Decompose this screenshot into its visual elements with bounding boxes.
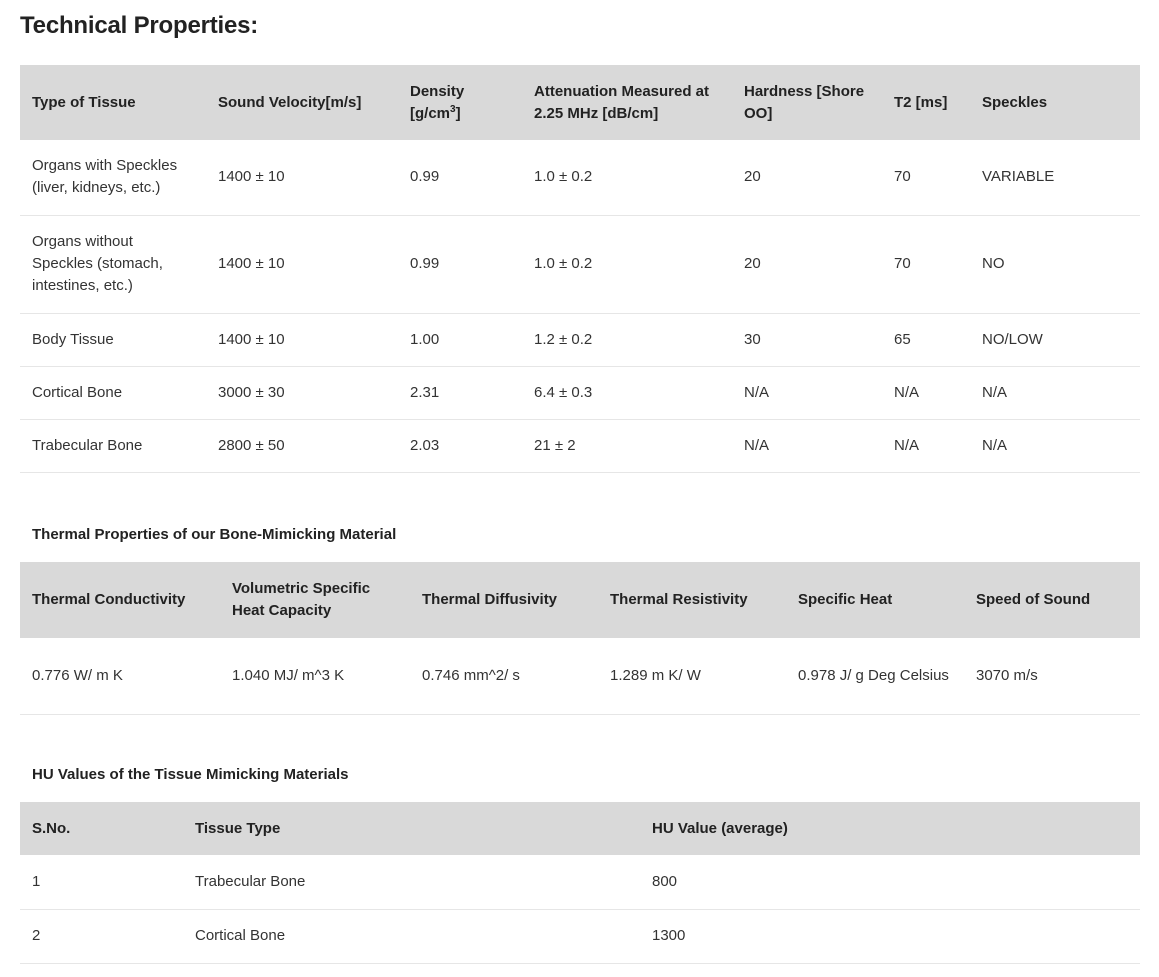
cell-velocity: 2800 ± 50 — [206, 419, 398, 472]
header-sno: S.No. — [20, 802, 183, 855]
table-header-row — [20, 802, 1140, 855]
technical-properties-table — [20, 65, 1140, 473]
table-header-row — [20, 562, 1140, 638]
cell-velocity: 1400 ± 10 — [206, 313, 398, 366]
table-header-row — [20, 65, 1140, 140]
cell-thermal-conductivity: 0.776 W/ m K — [20, 638, 220, 714]
table-row — [20, 140, 1140, 215]
cell-specific-heat: 0.978 J/ g Deg Celsius — [786, 638, 964, 714]
cell-attenuation: 1.2 ± 0.2 — [522, 313, 732, 366]
header-density-unit: $[g/cm^3]$ — [410, 103, 461, 122]
header-hu-value: HU Value (average) — [640, 802, 1140, 855]
header-velocity: Sound Velocity[m/s] — [206, 65, 398, 140]
cell-t2: N/A — [882, 366, 970, 419]
header-attenuation: Attenuation Measured at 2.25 MHz [dB/cm] — [522, 65, 732, 140]
cell-hardness: 20 — [732, 140, 882, 215]
cell-speckles: NO — [970, 215, 1140, 313]
cell-speckles: N/A — [970, 366, 1140, 419]
header-specific-heat: Specific Heat — [786, 562, 964, 638]
header-thermal-resistivity: Thermal Resistivity — [598, 562, 786, 638]
cell-density: 2.31 — [398, 366, 522, 419]
table-row — [20, 313, 1140, 366]
cell-tissue-type: Cortical Bone — [183, 909, 640, 963]
table-row — [20, 909, 1140, 963]
table-row — [20, 215, 1140, 313]
header-tissue: Type of Tissue — [20, 65, 206, 140]
cell-tissue: Body Tissue — [20, 313, 206, 366]
header-density-label: Density — [410, 82, 465, 100]
cell-density: 0.99 — [398, 215, 522, 313]
cell-hu-value: 1300 — [640, 909, 1140, 963]
cell-thermal-resistivity: 1.289 m K/ W — [598, 638, 786, 714]
header-speckles: Speckles — [970, 65, 1140, 140]
cell-thermal-diffusivity: 0.746 mm^2/ s — [410, 638, 598, 714]
cell-tissue: Organs with Speckles (liver, kidneys, etc.) — [20, 140, 206, 215]
hu-values-caption: HU Values of the Tissue Mimicking Materials — [32, 766, 349, 783]
cell-speed-of-sound: 3070 m/s — [964, 638, 1140, 714]
cell-tissue: Organs without Speckles (stomach, intestines, etc.) — [20, 215, 206, 313]
header-volumetric-specific-heat: Volumetric Specific Heat Capacity — [220, 562, 410, 638]
cell-attenuation: 6.4 ± 0.3 — [522, 366, 732, 419]
table-row — [20, 419, 1140, 472]
cell-tissue: Trabecular Bone — [20, 419, 206, 472]
header-hardness: Hardness [Shore OO] — [732, 65, 882, 140]
cell-velocity: 1400 ± 10 — [206, 140, 398, 215]
table-row — [20, 366, 1140, 419]
cell-t2: 70 — [882, 140, 970, 215]
cell-sno: 1 — [20, 855, 183, 909]
cell-hu-value: 800 — [640, 855, 1140, 909]
cell-tissue-type: Trabecular Bone — [183, 855, 640, 909]
cell-speckles: NO/LOW — [970, 313, 1140, 366]
cell-t2: N/A — [882, 419, 970, 472]
page-title: Technical Properties: — [20, 12, 259, 39]
cell-velocity: 3000 ± 30 — [206, 366, 398, 419]
cell-tissue: Cortical Bone — [20, 366, 206, 419]
header-speed-of-sound: Speed of Sound — [964, 562, 1140, 638]
cell-density: 2.03 — [398, 419, 522, 472]
header-tissue-type: Tissue Type — [183, 802, 640, 855]
cell-hardness: 20 — [732, 215, 882, 313]
cell-t2: 65 — [882, 313, 970, 366]
hu-values-table — [20, 802, 1140, 964]
thermal-properties-table — [20, 562, 1140, 715]
cell-speckles: VARIABLE — [970, 140, 1140, 215]
cell-sno: 2 — [20, 909, 183, 963]
table-row — [20, 855, 1140, 909]
cell-hardness: N/A — [732, 366, 882, 419]
header-t2: T2 [ms] — [882, 65, 970, 140]
cell-speckles: N/A — [970, 419, 1140, 472]
cell-hardness: 30 — [732, 313, 882, 366]
header-density — [398, 65, 522, 140]
cell-density: 0.99 — [398, 140, 522, 215]
cell-attenuation: 1.0 ± 0.2 — [522, 215, 732, 313]
cell-velocity: 1400 ± 10 — [206, 215, 398, 313]
cell-attenuation: 1.0 ± 0.2 — [522, 140, 732, 215]
header-thermal-conductivity: Thermal Conductivity — [20, 562, 220, 638]
thermal-properties-caption: Thermal Properties of our Bone-Mimicking Material — [32, 526, 397, 543]
cell-hardness: N/A — [732, 419, 882, 472]
cell-t2: 70 — [882, 215, 970, 313]
cell-volumetric-specific-heat: 1.040 MJ/ m^3 K — [220, 638, 410, 714]
cell-attenuation: 21 ± 2 — [522, 419, 732, 472]
header-thermal-diffusivity: Thermal Diffusivity — [410, 562, 598, 638]
table-row — [20, 638, 1140, 714]
cell-density: 1.00 — [398, 313, 522, 366]
